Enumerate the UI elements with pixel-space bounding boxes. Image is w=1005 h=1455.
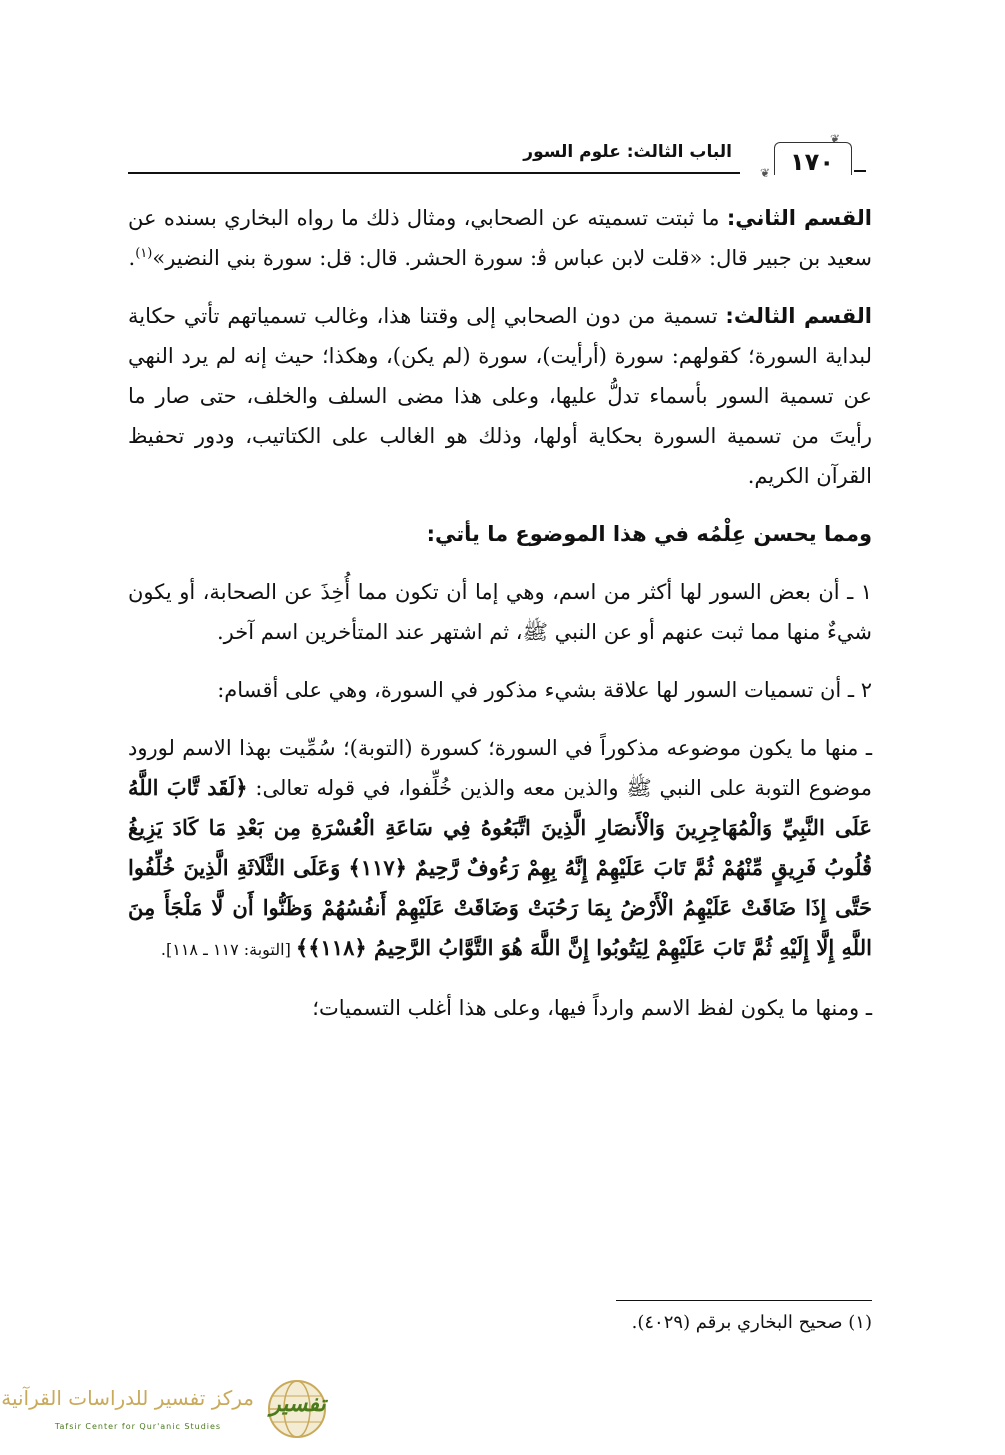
list-item-1: ١ ـ أن بعض السور لها أكثر من اسم، وهي إما أن تكون مما أُخِذَ عن الصحابة، أو يكون شيءٌ منها مما ثبت عنهم أو عن النبي ﷺ، ثم اشتهر عند المتأخرين اسم آخر.: [128, 580, 872, 644]
footnote-text: صحيح البخاري برقم (٤٠٢٩).: [631, 1312, 843, 1333]
main-text: [128, 198, 872, 1046]
section-three-text: تسمية من دون الصحابي إلى وقتنا هذا، وغالب تسمياتهم تأتي حكاية لبداية السورة؛ كقولهم: سورة (أرأيت)، سورة (لم يكن)، وهكذا؛ حيث إنه لم يرد النهي عن تسمية السور بأسماء تدلُّ عليها، وعلى هذا مضى السلف والخلف، حتى صار ما رأيتَ من تسمية السورة بحكاية أولها، وذلك هو الغالب على الكتاتيب، ودور تحفيظ القرآن الكريم.: [128, 304, 872, 488]
section-three-heading: القسم الثالث:: [725, 304, 872, 328]
chapter-title: الباب الثالث: علوم السور: [523, 142, 732, 162]
publisher-logo: [1, 1378, 340, 1440]
footnote-number: (١): [848, 1312, 872, 1333]
header-dash: [854, 170, 866, 172]
item-2a-text: ـ منها ما يكون موضوعه مذكوراً في السورة؛ كسورة (التوبة)؛ سُمِّيت بهذا الاسم لورود موضوع التوبة على النبي ﷺ والذين معه والذين خُلِّفوا، في قوله تعالى:: [128, 736, 872, 800]
footnote-rule: [616, 1300, 872, 1301]
section-two-heading: القسم الثاني:: [726, 206, 872, 230]
ornament-icon: ❦: [830, 132, 841, 146]
list-item-2: ٢ ـ أن تسميات السور لها علاقة بشيء مذكور في السورة، وهي على أقسام:: [217, 678, 872, 702]
quran-reference: [التوبة: ١١٧ ـ ١١٨].: [160, 940, 296, 959]
section-two-text: ما ثبتت تسميته عن الصحابي، ومثال ذلك ما رواه البخاري بسنده عن سعيد بن جبير قال: «قلت لابن عباس ﭬ: سورة الحشر. قال: قل: سورة بني النضير»: [128, 206, 872, 270]
subheading: ومما يحسن عِلْمُه في هذا الموضوع ما يأتي:: [426, 522, 872, 546]
quran-verse: ﴿لَقَد تَّابَ اللَّهُ عَلَى النَّبِيِّ وَالْمُهَاجِرِينَ وَالْأَنصَارِ الَّذِينَ اتَّبَعُوهُ فِي سَاعَةِ الْعُسْرَةِ مِن بَعْدِ مَا كَادَ يَزِيغُ قُلُوبُ فَرِيقٍ مِّنْهُمْ ثُمَّ تَابَ عَلَيْهِمْ إِنَّهُ بِهِمْ رَءُوفٌ رَّحِيمٌ ﴿١١٧﴾ وَعَلَى الثَّلَاثَةِ الَّذِينَ خُلِّفُوا حَتَّى إِذَا ضَاقَتْ عَلَيْهِمُ الْأَرْضُ بِمَا رَحُبَتْ وَضَاقَتْ عَلَيْهِمْ أَنفُسُهُمْ وَظَنُّوا أَن لَّا مَلْجَأَ مِنَ اللَّهِ إِلَّا إِلَيْهِ ثُمَّ تَابَ عَلَيْهِمْ لِيَتُوبُوا إِنَّ اللَّهَ هُوَ التَّوَّابُ الرَّحِيمُ ﴿١١٨﴾﴾: [128, 775, 872, 960]
header-rule: [128, 172, 740, 174]
list-item-2b: ـ ومنها ما يكون لفظ الاسم وارداً فيها، وعلى هذا أغلب التسميات؛: [312, 996, 872, 1020]
section-two-end: .: [128, 246, 136, 270]
page-header: [128, 128, 872, 184]
ornament-icon: ❦: [760, 166, 771, 180]
page-number: ١٧٠: [790, 148, 834, 176]
paragraph-section-three: [128, 296, 872, 496]
logo-name-arabic: مركز تفسير للدراسات القرآنية: [1, 1386, 254, 1410]
list-item-2a: [128, 728, 872, 970]
paragraph-section-two: [128, 198, 872, 278]
logo-name-english: Tafsir Center for Qur'anic Studies: [54, 1422, 222, 1431]
logo-brand-word: تفسير: [270, 1392, 326, 1417]
footnote: [132, 1312, 872, 1333]
footnote-marker[interactable]: (١): [135, 246, 153, 261]
page-number-box: [758, 132, 864, 180]
